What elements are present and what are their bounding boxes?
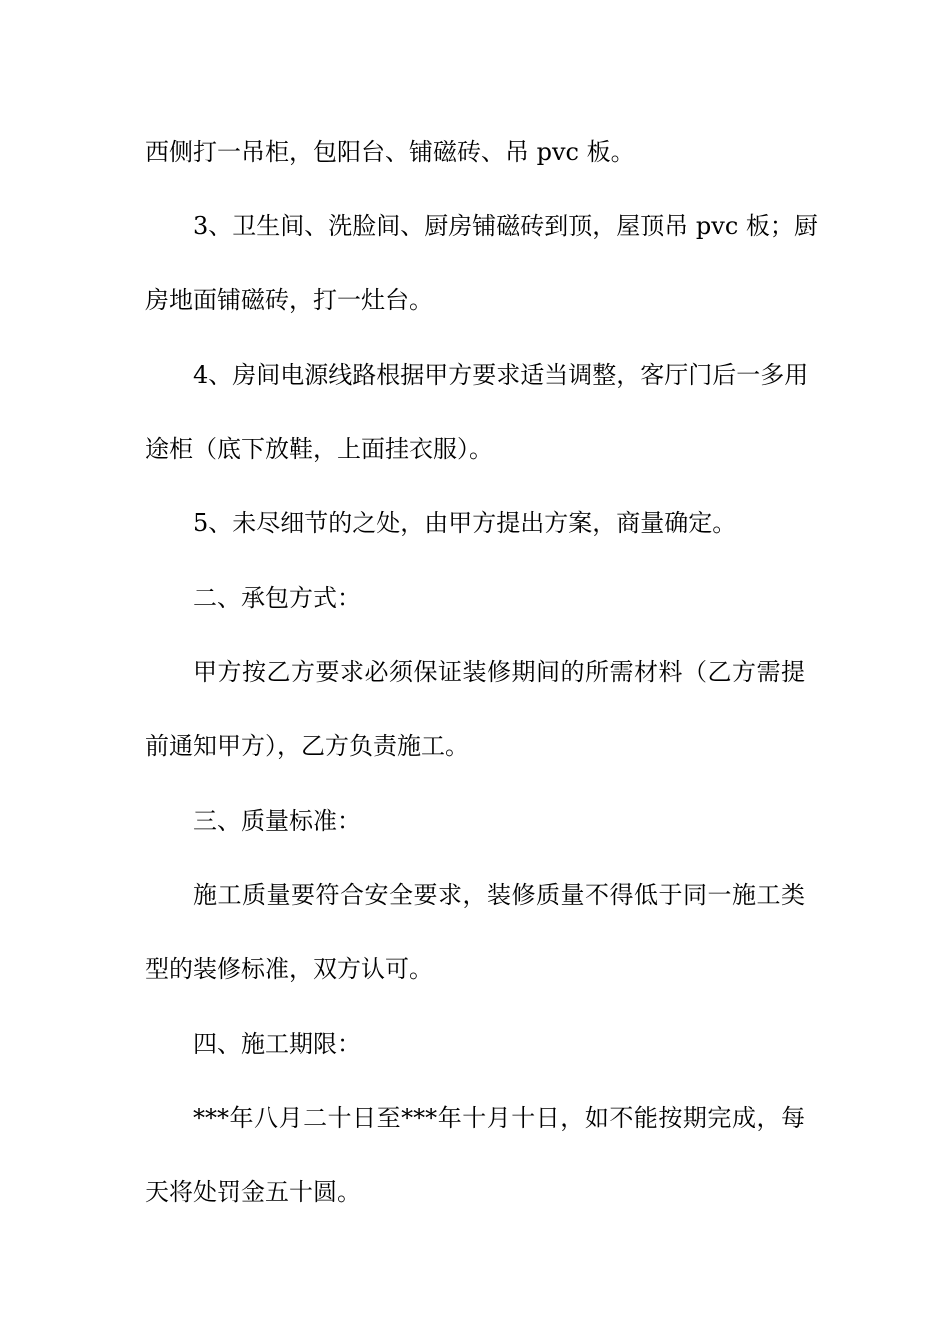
section-heading: 二、承包方式： xyxy=(193,584,361,612)
section-heading: 三、质量标准： xyxy=(193,807,361,835)
section-heading: 四、施工期限： xyxy=(193,1030,361,1058)
paragraph-line: 途柜（底下放鞋，上面挂衣服）。 xyxy=(145,435,493,463)
paragraph-line: 施工质量要符合安全要求，装修质量不得低于同一施工类 xyxy=(193,881,805,909)
paragraph-line: 西侧打一吊柜，包阳台、铺磁砖、吊 pvc 板。 xyxy=(145,138,635,166)
paragraph-line: 天将处罚金五十圆。 xyxy=(145,1178,361,1206)
paragraph-line: 甲方按乙方要求必须保证装修期间的所需材料（乙方需提 xyxy=(193,658,805,686)
paragraph-line: 房地面铺磁砖，打一灶台。 xyxy=(145,286,433,314)
paragraph-line: ***年八月二十日至***年十月十日，如不能按期完成，每 xyxy=(193,1104,805,1132)
paragraph-line: 型的装修标准，双方认可。 xyxy=(145,955,433,983)
paragraph-line: 4、房间电源线路根据甲方要求适当调整，客厅门后一多用 xyxy=(193,361,809,389)
paragraph-line: 5、未尽细节的之处，由甲方提出方案，商量确定。 xyxy=(193,509,737,537)
paragraph-line: 前通知甲方），乙方负责施工。 xyxy=(145,732,469,760)
paragraph-line: 3、卫生间、洗脸间、厨房铺磁砖到顶，屋顶吊 pvc 板；厨 xyxy=(193,212,818,240)
